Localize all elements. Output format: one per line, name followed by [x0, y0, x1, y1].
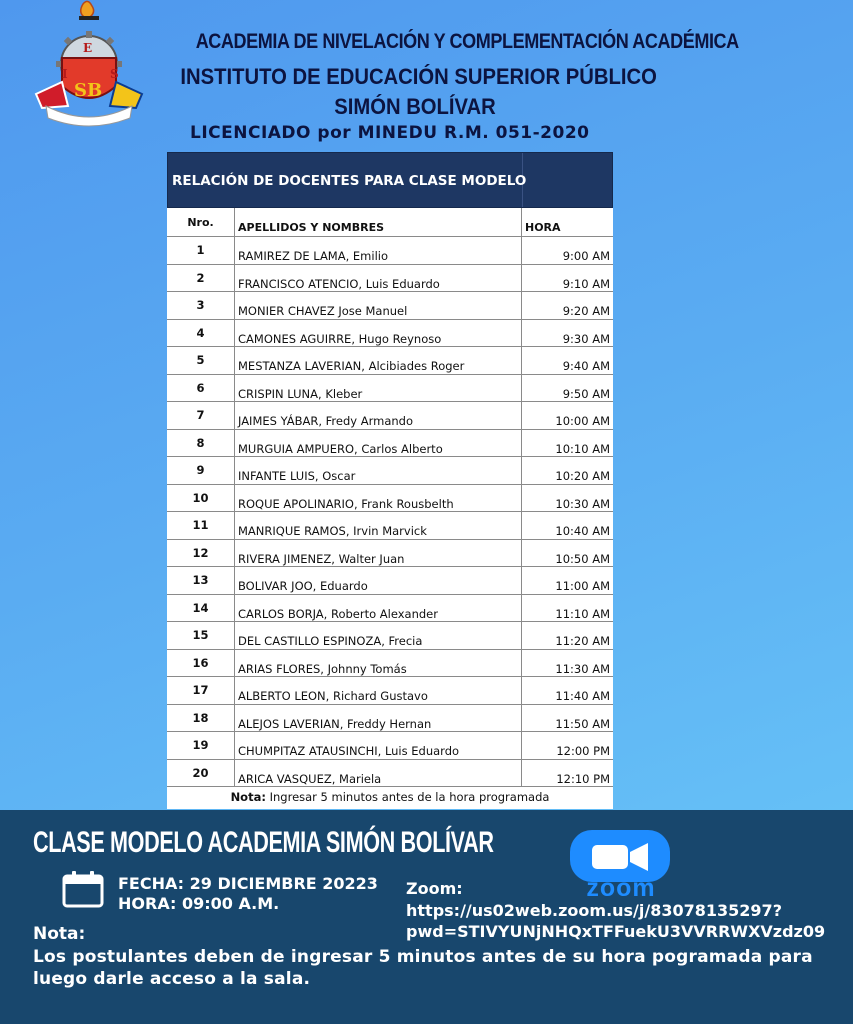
- row-name: INFANTE LUIS, Oscar: [235, 457, 522, 484]
- row-name: FRANCISCO ATENCIO, Luis Eduardo: [235, 265, 522, 292]
- column-header-name: APELLIDOS Y NOMBRES: [235, 208, 522, 236]
- row-name: CARLOS BORJA, Roberto Alexander: [235, 595, 522, 622]
- table-row: [167, 265, 613, 293]
- row-name: CAMONES AGUIRRE, Hugo Reynoso: [235, 320, 522, 347]
- row-time: 9:20 AM: [562, 304, 610, 318]
- table-row: [167, 595, 613, 623]
- row-time: 9:40 AM: [562, 359, 610, 373]
- row-name: BOLIVAR JOO, Eduardo: [235, 567, 522, 594]
- row-number: 19: [167, 732, 235, 759]
- band-note-text: Los postulantes deben de ingresar 5 minutos antes de su hora pogramada para luego darle acceso a la sala.: [33, 947, 813, 989]
- row-number: 17: [167, 677, 235, 704]
- logo-letter-i: I: [62, 67, 68, 81]
- table-row: [167, 292, 613, 320]
- row-time: 10:30 AM: [555, 496, 610, 511]
- table-row: [167, 622, 613, 650]
- row-number: 9: [167, 457, 235, 484]
- logo-monogram: SB: [74, 80, 103, 101]
- table-title: RELACIÓN DE DOCENTES PARA CLASE MODELO: [168, 153, 523, 207]
- table-row: [167, 732, 613, 760]
- table-header-row: [167, 208, 613, 237]
- row-name: ROQUE APOLINARIO, Frank Rousbelth: [235, 485, 522, 512]
- class-time: HORA: 09:00 A.M.: [118, 894, 280, 913]
- row-time: 11:00 AM: [555, 579, 610, 593]
- teachers-table: [167, 152, 613, 809]
- row-time: 11:50 AM: [555, 716, 610, 731]
- row-name: RAMIREZ DE LAMA, Emilio: [235, 237, 522, 264]
- zoom-label: Zoom:: [406, 879, 463, 898]
- row-number: 6: [167, 375, 235, 402]
- row-number: 1: [167, 237, 235, 264]
- table-row: [167, 347, 613, 375]
- row-number: 10: [167, 485, 235, 512]
- row-time: 11:30 AM: [555, 661, 610, 676]
- row-time: 12:10 PM: [556, 771, 610, 786]
- table-row: [167, 540, 613, 568]
- row-time: 10:10 AM: [555, 441, 610, 456]
- zoom-url-line-2[interactable]: pwd=STIVYUNjNHQxTFFuekU3VVRRWXVzdz09: [406, 922, 826, 941]
- header-institute-subtitle: SIMÓN BOLÍVAR: [334, 94, 496, 119]
- row-number: 11: [167, 512, 235, 539]
- row-time: 10:20 AM: [555, 469, 610, 483]
- band-note-label: Nota:: [33, 924, 86, 944]
- table-note-label: Nota:: [230, 790, 266, 804]
- table-row: [167, 237, 613, 265]
- table-title-bar: [167, 152, 613, 208]
- row-number: 15: [167, 622, 235, 649]
- table-note-text: Ingresar 5 minutos antes de la hora programada: [265, 790, 550, 804]
- table-row: [167, 457, 613, 485]
- row-time: 9:50 AM: [562, 386, 610, 401]
- class-title: CLASE MODELO ACADEMIA SIMÓN BOLÍVAR: [33, 826, 494, 859]
- column-header-nro: Nro.: [167, 208, 235, 236]
- table-row: [167, 650, 613, 678]
- class-date: FECHA: 29 DICIEMBRE 20223: [118, 874, 378, 893]
- row-number: 20: [167, 760, 235, 787]
- row-time: 9:30 AM: [562, 331, 610, 346]
- row-number: 3: [167, 292, 235, 319]
- row-number: 16: [167, 650, 235, 677]
- row-name: CHUMPITAZ ATAUSINCHI, Luis Eduardo: [235, 732, 522, 759]
- header-academy-name: ACADEMIA DE NIVELACIÓN Y COMPLEMENTACIÓN ACADÉMICA: [195, 30, 739, 53]
- row-time: 11:10 AM: [555, 606, 610, 621]
- table-row: [167, 512, 613, 540]
- row-time: 10:40 AM: [555, 524, 610, 538]
- row-number: 7: [167, 402, 235, 429]
- row-time: 9:00 AM: [562, 249, 610, 263]
- row-number: 13: [167, 567, 235, 594]
- table-row: [167, 402, 613, 430]
- logo-letter-e: E: [83, 41, 93, 55]
- table-row: [167, 567, 613, 595]
- row-number: 4: [167, 320, 235, 347]
- row-name: MURGUIA AMPUERO, Carlos Alberto: [235, 430, 522, 457]
- header-institute-name: INSTITUTO DE EDUCACIÓN SUPERIOR PÚBLICO: [180, 64, 657, 89]
- row-name: MANRIQUE RAMOS, Irvin Marvick: [235, 512, 522, 539]
- row-number: 12: [167, 540, 235, 567]
- row-name: DEL CASTILLO ESPINOZA, Frecia: [235, 622, 522, 649]
- row-number: 8: [167, 430, 235, 457]
- table-note: [167, 787, 613, 809]
- row-number: 2: [167, 265, 235, 292]
- table-body: [167, 237, 613, 787]
- row-name: CRISPIN LUNA, Kleber: [235, 375, 522, 402]
- class-datetime: [118, 874, 378, 914]
- table-row: [167, 430, 613, 458]
- row-name: MESTANZA LAVERIAN, Alcibiades Roger: [235, 347, 522, 374]
- zoom-wordmark: zoom: [586, 874, 656, 902]
- logo-letter-s: S: [110, 67, 119, 81]
- table-row: [167, 705, 613, 733]
- row-name: ALEJOS LAVERIAN, Freddy Hernan: [235, 705, 522, 732]
- table-row: [167, 320, 613, 348]
- table-row: [167, 760, 613, 788]
- row-number: 18: [167, 705, 235, 732]
- row-time: 10:00 AM: [555, 414, 610, 428]
- row-name: JAIMES YÁBAR, Fredy Armando: [235, 402, 522, 429]
- row-name: ARICA VASQUEZ, Mariela: [235, 760, 522, 787]
- zoom-url-line-1[interactable]: https://us02web.zoom.us/j/83078135297?: [406, 901, 782, 920]
- table-row: [167, 485, 613, 513]
- row-time: 9:10 AM: [562, 276, 610, 291]
- institute-logo: [32, 0, 146, 134]
- row-name: RIVERA JIMENEZ, Walter Juan: [235, 540, 522, 567]
- row-name: ARIAS FLORES, Johnny Tomás: [235, 650, 522, 677]
- info-band: [0, 810, 853, 1024]
- calendar-icon: [62, 870, 104, 908]
- column-header-hora: HORA: [525, 221, 561, 234]
- row-number: 14: [167, 595, 235, 622]
- table-row: [167, 375, 613, 403]
- table-row: [167, 677, 613, 705]
- row-time: 10:50 AM: [555, 551, 610, 566]
- row-name: ALBERTO LEON, Richard Gustavo: [235, 677, 522, 704]
- row-time: 11:40 AM: [555, 689, 610, 703]
- zoom-meeting-link[interactable]: [406, 900, 825, 942]
- row-name: MONIER CHAVEZ Jose Manuel: [235, 292, 522, 319]
- header-license: LICENCIADO por MINEDU R.M. 051-2020: [190, 123, 590, 143]
- row-time: 12:00 PM: [556, 744, 610, 758]
- row-time: 11:20 AM: [555, 634, 610, 648]
- row-number: 5: [167, 347, 235, 374]
